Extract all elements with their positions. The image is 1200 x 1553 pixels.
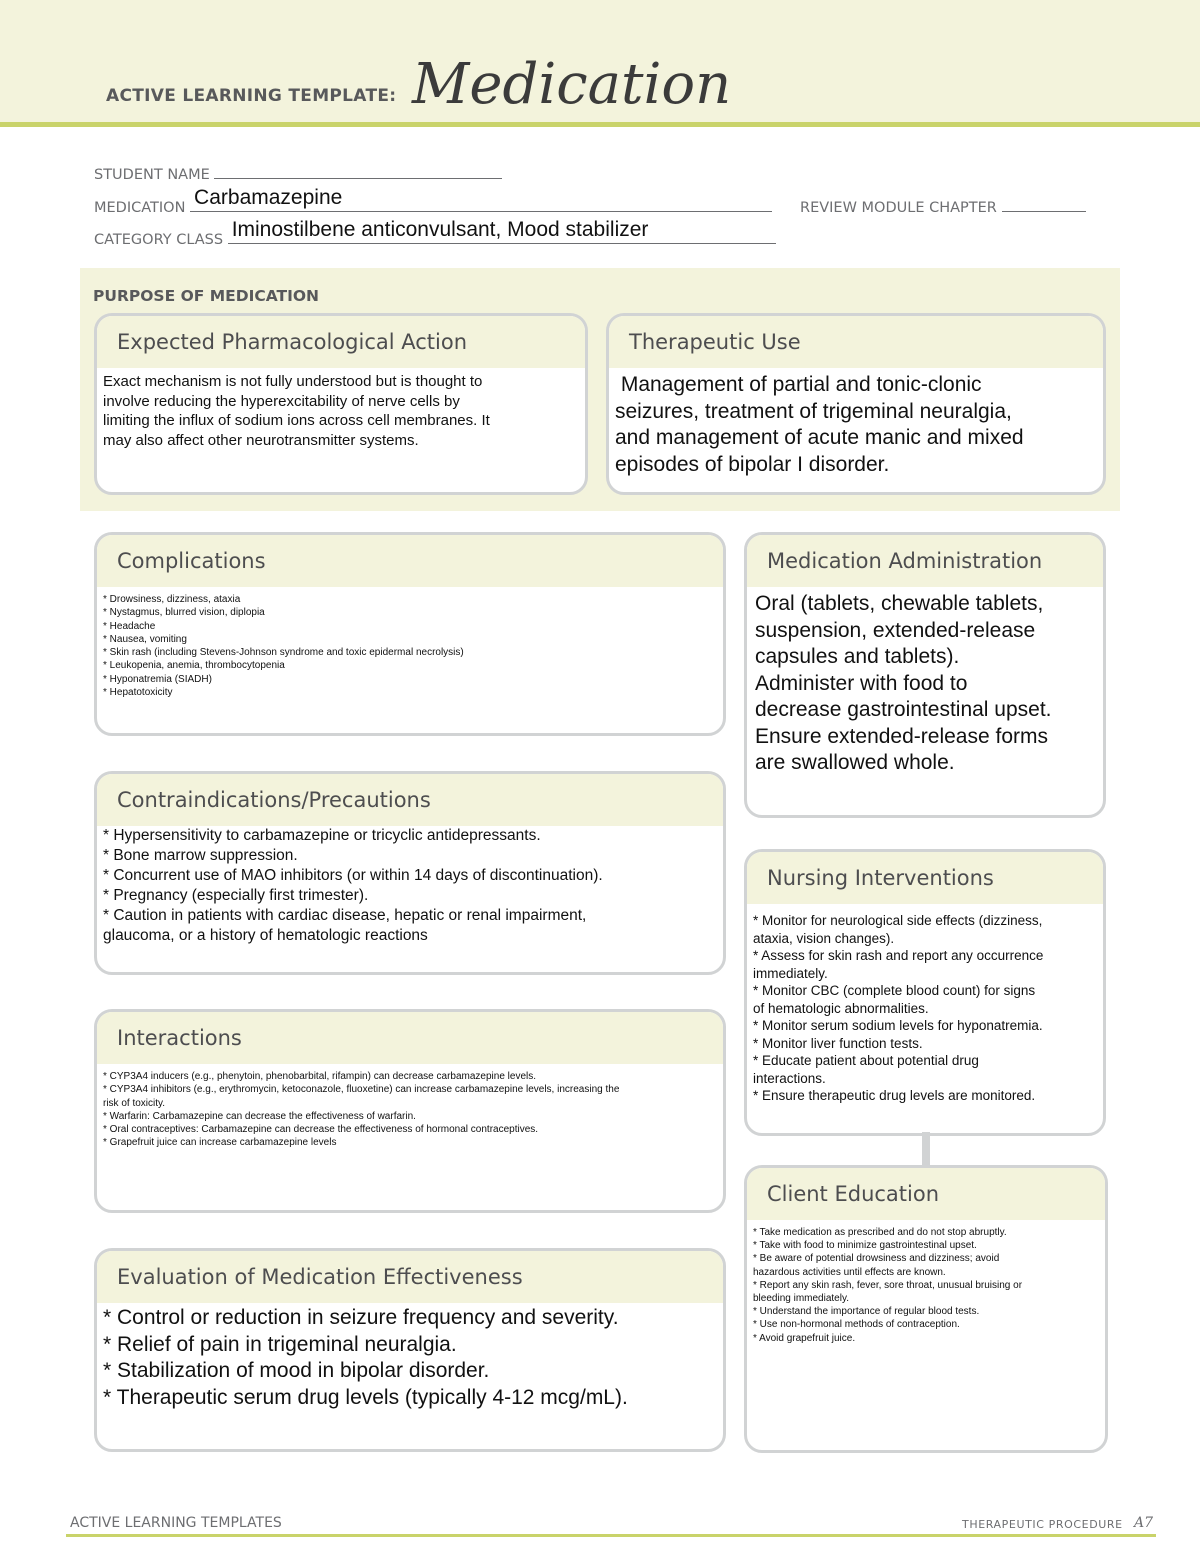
text-line: are swallowed whole. [755, 751, 955, 774]
text-line: suspension, extended-release [755, 618, 1036, 642]
evaluation-body[interactable] [97, 1303, 723, 1411]
client-education-body[interactable] [747, 1220, 1105, 1345]
text-line: * Use non-hormonal methods of contraception. [753, 1319, 960, 1331]
student-name-field[interactable] [94, 165, 502, 183]
text-line: * Stabilization of mood in bipolar disorder. [103, 1359, 490, 1382]
review-module-line[interactable] [1002, 198, 1086, 212]
text-line: * Take medication as prescribed and do not stop abruptly. [753, 1227, 1007, 1238]
text-line: * Nystagmus, blurred vision, diplopia [103, 607, 265, 619]
text-line: * Pregnancy (especially first trimester). [103, 887, 369, 904]
medication-administration-body[interactable] [747, 587, 1103, 777]
text-line: * Monitor liver function tests. [753, 1035, 923, 1051]
text-line: Oral (tablets, chewable tablets, [755, 592, 1044, 615]
text-line: * Be aware of potential drowsiness and dizziness; avoid [753, 1253, 1000, 1265]
nursing-interventions-box [744, 849, 1106, 1136]
contraindications-box [94, 771, 726, 975]
text-line: hazardous activities until effects are known. [753, 1266, 946, 1278]
therapeutic-use-box [606, 313, 1106, 495]
text-line: * Leukopenia, anemia, thrombocytopenia [103, 660, 285, 672]
review-module-field[interactable] [800, 198, 1086, 216]
text-line: interactions. [753, 1070, 826, 1086]
text-line: * Hepatotoxicity [103, 687, 173, 699]
expected-action-body[interactable] [97, 368, 585, 450]
text-line: * Report any skin rash, fever, sore throat, unusual bruising or [753, 1279, 1023, 1291]
text-line: * Relief of pain in trigeminal neuralgia. [103, 1332, 457, 1356]
text-line: * Caution in patients with cardiac disease, hepatic or renal impairment, [103, 907, 587, 924]
interactions-box [94, 1009, 726, 1213]
complications-title: Complications [97, 535, 723, 587]
expected-action-title: Expected Pharmacological Action [97, 316, 585, 368]
medication-value: Carbamazepine [194, 186, 343, 209]
text-line: * Understand the importance of regular blood tests. [753, 1306, 980, 1318]
footer-right: THERAPEUTIC PROCEDURE [962, 1518, 1123, 1531]
medication-label: MEDICATION [94, 200, 186, 216]
text-line: Management of partial and tonic-clonic [615, 373, 982, 396]
student-name-label: STUDENT NAME [94, 167, 210, 183]
contraindications-title: Contraindications/Precautions [97, 774, 723, 826]
text-line: Ensure extended-release forms [755, 724, 1048, 748]
text-line: Exact mechanism is not fully understood but is thought to [103, 373, 483, 390]
review-module-label: REVIEW MODULE CHAPTER [800, 200, 997, 216]
text-line: * Monitor serum sodium levels for hyponatremia. [753, 1018, 1043, 1033]
text-line: involve reducing the hyperexcitability of nerve cells by [103, 392, 460, 410]
client-education-box [744, 1165, 1108, 1453]
text-line: * Monitor CBC (complete blood count) for signs [753, 983, 1036, 998]
footer-left: ACTIVE LEARNING TEMPLATES [70, 1515, 282, 1531]
text-line: * Drowsiness, dizziness, ataxia [103, 594, 241, 605]
page-title: Medication [412, 52, 732, 117]
text-line: may also affect other neurotransmitter systems. [103, 431, 419, 449]
text-line: immediately. [753, 965, 828, 981]
medication-administration-box [744, 532, 1106, 818]
nursing-interventions-body[interactable] [747, 904, 1103, 1105]
category-class-value: Iminostilbene anticonvulsant, Mood stabilizer [231, 218, 649, 241]
text-line: * Therapeutic serum drug levels (typically 4-12 mcg/mL). [103, 1385, 628, 1409]
text-line: * Hyponatremia (SIADH) [103, 673, 212, 685]
contraindications-body[interactable] [97, 826, 723, 946]
text-line: bleeding immediately. [753, 1293, 849, 1305]
text-line: * Headache [103, 620, 156, 632]
text-line: * Concurrent use of MAO inhibitors (or within 14 days of discontinuation). [103, 867, 603, 884]
category-class-label: CATEGORY CLASS [94, 232, 224, 248]
text-line: decrease gastrointestinal upset. [755, 698, 1052, 721]
text-line: * Skin rash (including Stevens-Johnson syndrome and toxic epidermal necrolysis) [103, 647, 464, 659]
text-line: * Educate patient about potential drug [753, 1053, 979, 1068]
text-line: * CYP3A4 inhibitors (e.g., erythromycin, ketoconazole, fluoxetine) can increase carbamazepine levels, increasing the [103, 1084, 620, 1096]
text-line: * Oral contraceptives: Carbamazepine can decrease the effectiveness of hormonal contraceptives. [103, 1124, 539, 1136]
header-rule [0, 122, 1200, 127]
text-line: episodes of bipolar I disorder. [615, 452, 890, 476]
text-line: * Warfarin: Carbamazepine can decrease the effectiveness of warfarin. [103, 1110, 416, 1122]
text-line: * Hypersensitivity to carbamazepine or tricyclic antidepressants. [103, 827, 541, 844]
template-label: ACTIVE LEARNING TEMPLATE: [106, 86, 397, 106]
footer-page-number: A7 [1134, 1515, 1154, 1531]
therapeutic-use-body[interactable] [609, 368, 1103, 478]
text-line: * Ensure therapeutic drug levels are monitored. [753, 1088, 1036, 1103]
category-class-field[interactable] [94, 218, 776, 248]
text-line: ataxia, vision changes). [753, 930, 895, 946]
text-line: * Avoid grapefruit juice. [753, 1332, 856, 1344]
complications-body[interactable] [97, 587, 723, 699]
therapeutic-use-title: Therapeutic Use [609, 316, 1103, 368]
text-line: * CYP3A4 inducers (e.g., phenytoin, phenobarbital, rifampin) can decrease carbamazepine levels. [103, 1071, 537, 1082]
text-line: seizures, treatment of trigeminal neuralgia, [615, 399, 1012, 423]
text-line: Administer with food to [755, 671, 968, 695]
medication-administration-title: Medication Administration [747, 535, 1103, 587]
expected-action-box [94, 313, 588, 495]
text-line: * Grapefruit juice can increase carbamazepine levels [103, 1137, 337, 1149]
category-class-line[interactable] [228, 218, 776, 244]
student-name-line[interactable] [214, 165, 502, 179]
text-line: glaucoma, or a history of hematologic reactions [103, 927, 428, 944]
connector-bar [922, 1132, 930, 1168]
text-line: * Control or reduction in seizure frequency and severity. [103, 1306, 619, 1329]
text-line: * Monitor for neurological side effects (dizziness, [753, 913, 1043, 928]
text-line: * Assess for skin rash and report any occurrence [753, 948, 1044, 963]
nursing-interventions-title: Nursing Interventions [747, 852, 1103, 904]
interactions-title: Interactions [97, 1012, 723, 1064]
medication-line[interactable] [190, 186, 772, 212]
client-education-title: Client Education [747, 1168, 1105, 1220]
evaluation-title: Evaluation of Medication Effectiveness [97, 1251, 723, 1303]
footer-rule [66, 1534, 1156, 1537]
interactions-body[interactable] [97, 1064, 723, 1150]
text-line: limiting the influx of sodium ions across cell membranes. It [103, 412, 490, 429]
text-line: capsules and tablets). [755, 645, 960, 668]
text-line: of hematologic abnormalities. [753, 1000, 929, 1016]
text-line: * Take with food to minimize gastrointestinal upset. [753, 1240, 977, 1252]
evaluation-box [94, 1248, 726, 1452]
medication-field[interactable] [94, 186, 772, 216]
purpose-label: PURPOSE OF MEDICATION [93, 287, 320, 305]
text-line: * Nausea, vomiting [103, 633, 187, 645]
text-line: risk of toxicity. [103, 1097, 166, 1109]
text-line: * Bone marrow suppression. [103, 847, 298, 864]
text-line: and management of acute manic and mixed [615, 426, 1024, 449]
complications-box [94, 532, 726, 736]
